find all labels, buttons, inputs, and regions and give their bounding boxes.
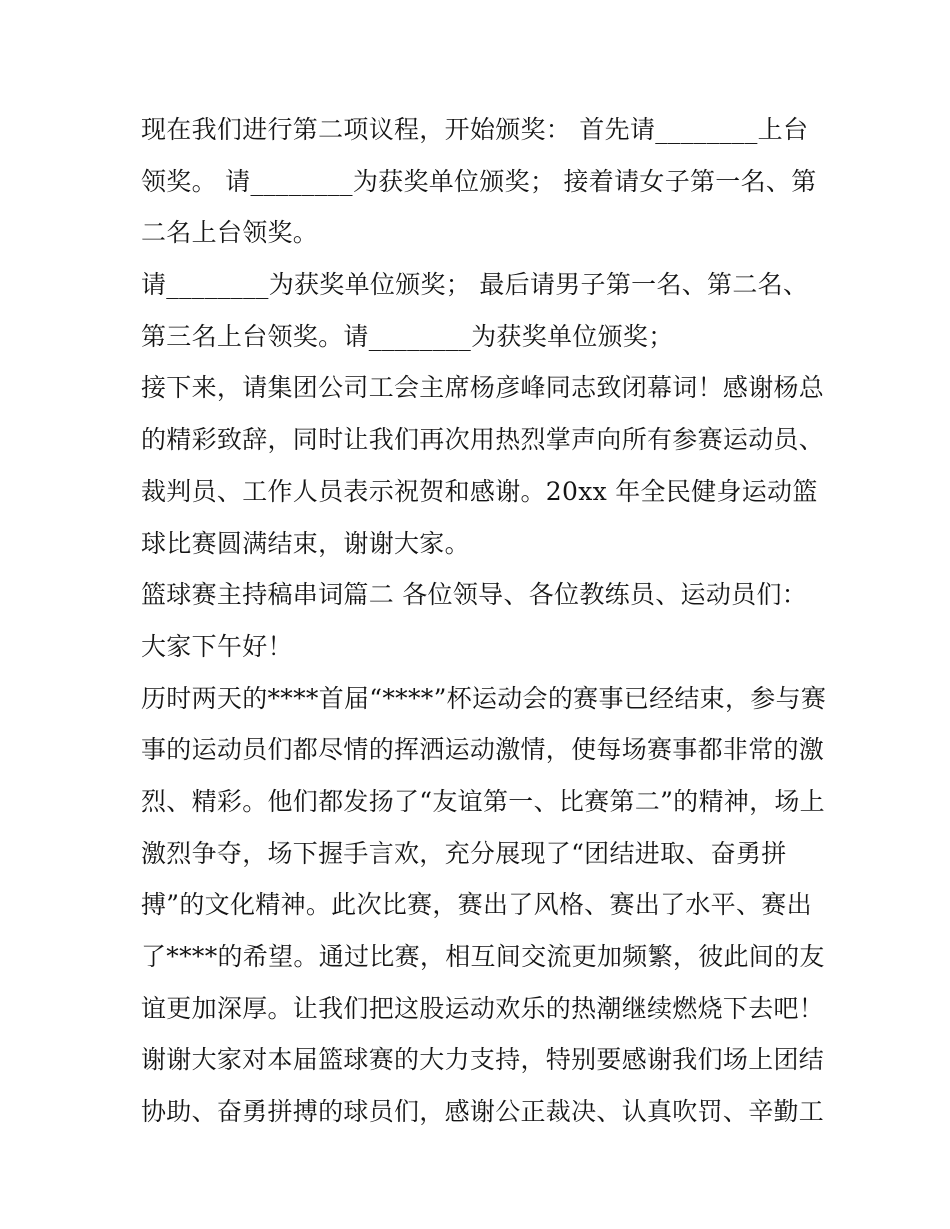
text-line: 谢谢大家对本届篮球赛的大力支持，特别要感谢我们场上团结: [141, 1045, 825, 1075]
text-line: 篮球赛主持稿串词篇二 各位领导、各位教练员、运动员们：: [141, 580, 808, 610]
text-line: 接下来，请集团公司工会主席杨彦峰同志致闭幕词！感谢杨总: [141, 373, 825, 403]
text-line: 请________为获奖单位颁奖； 最后请男子第一名、第二名、: [141, 270, 809, 300]
text-line: 历时两天的****首届“****”杯运动会的赛事已经结束，参与赛: [141, 683, 827, 713]
text-line: 了****的希望。通过比赛，相互间交流更加频繁，彼此间的友: [141, 942, 825, 971]
text-line: 领奖。 请________为获奖单位颁奖； 接着请女子第一名、第: [141, 166, 817, 196]
text-line: 球比赛圆满结束，谢谢大家。: [141, 528, 470, 558]
text-line: 烈、精彩。他们都发扬了“友谊第一、比赛第二”的精神，场上: [141, 786, 825, 816]
text-line: 现在我们进行第二项议程，开始颁奖： 首先请________上台: [141, 115, 809, 144]
text-line: 谊更加深厚。让我们把这股运动欢乐的热潮继续燃烧下去吧！: [141, 993, 825, 1023]
text-line: 激烈争夺，场下握手言欢，充分展现了“团结进取、奋勇拼: [141, 838, 787, 868]
text-line: 协助、奋勇拼搏的球员们，感谢公正裁决、认真吹罚、辛勤工: [141, 1097, 825, 1127]
text-line: 第三名上台领奖。请________为获奖单位颁奖；: [141, 321, 674, 351]
document-body: [141, 104, 827, 1138]
text-line: 的精彩致辞，同时让我们再次用热烈掌声向所有参赛运动员、: [141, 425, 825, 455]
text-line: 搏”的文化精神。此次比赛，赛出了风格、赛出了水平、赛出: [141, 890, 812, 920]
text-line: 事的运动员们都尽情的挥洒运动激情，使每场赛事都非常的激: [141, 735, 825, 765]
text-line: 二名上台领奖。: [141, 218, 319, 248]
text-line: 裁判员、工作人员表示祝贺和感谢。20xx 年全民健身运动篮: [141, 476, 818, 506]
text-line: 大家下午好！: [141, 631, 293, 661]
